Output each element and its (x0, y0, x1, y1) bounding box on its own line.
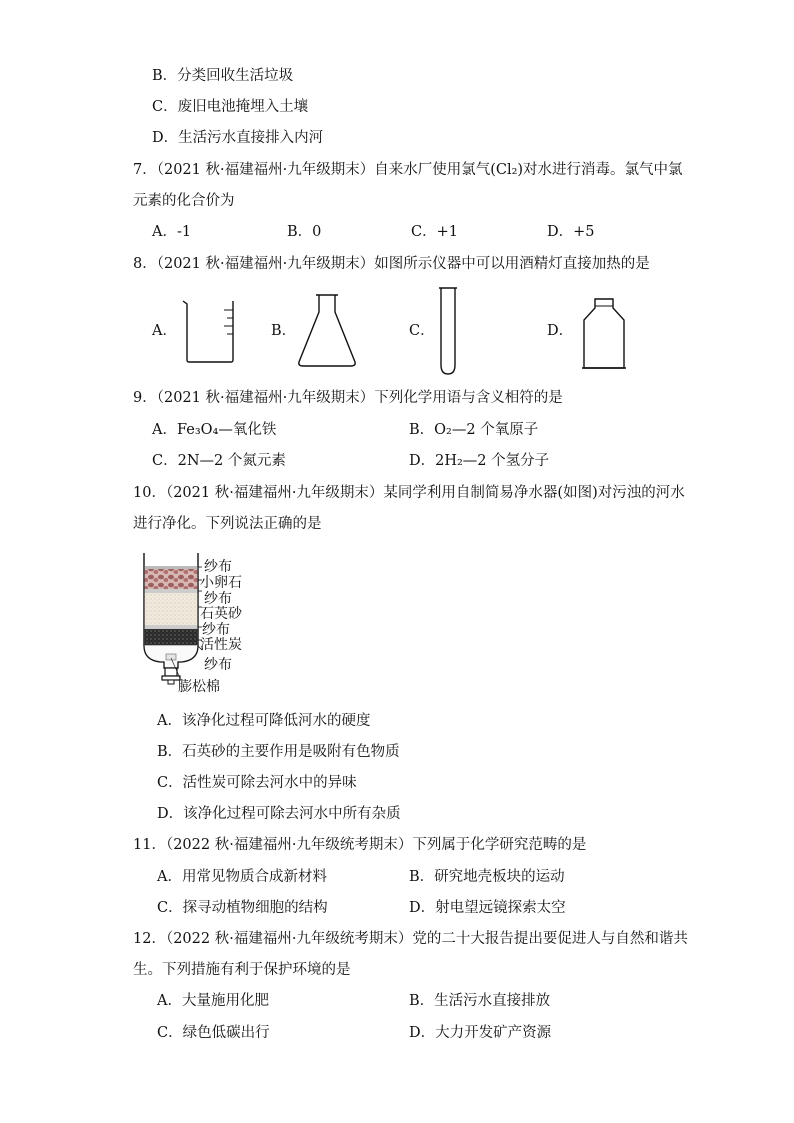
q10-option-c: C．活性炭可除去河水中的异味 (157, 775, 357, 791)
figure-label-quartz-sand: 石英砂 (200, 606, 242, 622)
q9-option-c: C．2N—2 个氮元素 (152, 453, 286, 469)
q9-stem: 9．（2021 秋·福建福州·九年级期末）下列化学用语与含义相符的是 (133, 390, 563, 406)
conical-flask-icon (296, 292, 358, 368)
q11-option-d: D．射电望远镜探索太空 (409, 900, 566, 916)
q11-option-b: B．研究地壳板块的运动 (409, 869, 565, 885)
q7-stem-line2: 元素的化合价为 (133, 193, 235, 209)
water-purifier-diagram (138, 550, 208, 685)
test-tube-icon (436, 285, 460, 377)
q6-option-b: B．分类回收生活垃圾 (152, 68, 294, 84)
q10-option-d: D．该净化过程可除去河水中所有杂质 (157, 806, 401, 822)
q11-option-c: C．探寻动植物细胞的结构 (157, 900, 328, 916)
q12-option-c: C．绿色低碳出行 (157, 1025, 270, 1041)
q12-option-a: A．大量施用化肥 (157, 993, 269, 1009)
q10-stem-line2: 进行净化。下列说法正确的是 (133, 516, 322, 532)
q7-option-a: A．-1 (152, 224, 192, 240)
q6-option-c: C．废旧电池掩埋入土壤 (152, 99, 309, 115)
q7-option-b: B．0 (287, 224, 322, 240)
beaker-icon (180, 298, 240, 364)
q9-option-d: D．2H₂—2 个氢分子 (409, 453, 550, 469)
q12-option-b: B．生活污水直接排放 (409, 993, 551, 1009)
reagent-bottle-icon (580, 296, 628, 372)
q12-option-d: D．大力开发矿产资源 (409, 1025, 552, 1041)
figure-label-gauze-2: 纱布 (204, 591, 232, 607)
q6-option-d: D．生活污水直接排入内河 (152, 130, 324, 146)
q8-option-a: A． (152, 323, 177, 339)
q12-stem-line2: 生。下列措施有利于保护环境的是 (133, 962, 351, 978)
q11-option-a: A．用常见物质合成新材料 (157, 869, 327, 885)
q8-option-b: B． (271, 323, 297, 339)
q8-stem: 8．（2021 秋·福建福州·九年级期末）如图所示仪器中可以用酒精灯直接加热的是 (133, 256, 650, 272)
q10-stem-line1: 10．（2021 秋·福建福州·九年级期末）某同学利用自制简易净水器(如图)对污浊的河水 (133, 485, 685, 501)
q7-stem-line1: 7．（2021 秋·福建福州·九年级期末）自来水厂使用氯气(Cl₂)对水进行消毒。氯气中氯 (133, 162, 683, 178)
q10-option-a: A．该净化过程可降低河水的硬度 (157, 713, 371, 729)
q7-option-d: D．+5 (547, 224, 595, 240)
figure-label-pebbles: 小卵石 (200, 575, 242, 591)
figure-label-gauze-3: 纱布 (202, 622, 230, 638)
figure-label-gauze-4: 纱布 (204, 657, 232, 673)
q9-option-a: A．Fe₃O₄—氧化铁 (152, 422, 277, 438)
figure-label-gauze-1: 纱布 (204, 559, 232, 575)
q10-option-b: B．石英砂的主要作用是吸附有色物质 (157, 744, 400, 760)
q9-option-b: B．O₂—2 个氧原子 (409, 422, 539, 438)
q12-stem-line1: 12．（2022 秋·福建福州·九年级统考期末）党的二十大报告提出要促进人与自然和谐共 (133, 931, 688, 947)
figure-label-activated-carbon: 活性炭 (200, 637, 242, 653)
q8-option-c: C． (409, 323, 435, 339)
figure-label-cotton: 膨松棉 (178, 679, 220, 695)
q7-option-c: C．+1 (411, 224, 458, 240)
q11-stem: 11．（2022 秋·福建福州·九年级统考期末）下列属于化学研究范畴的是 (133, 837, 587, 853)
q8-option-d: D． (547, 323, 574, 339)
